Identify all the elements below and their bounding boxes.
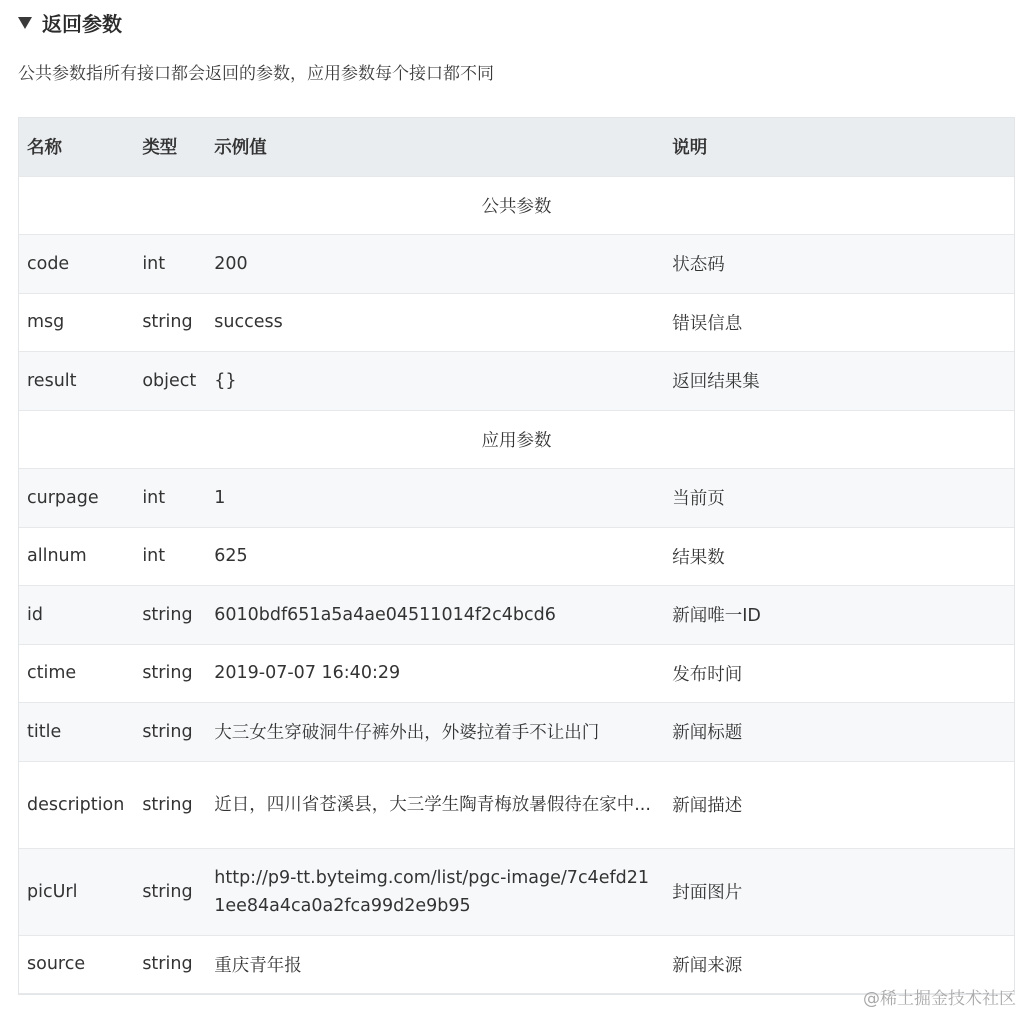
cell-name: curpage [18, 469, 133, 528]
cell-name: allnum [18, 527, 133, 586]
table-row [18, 352, 1015, 411]
cell-description: 当前页 [663, 469, 1015, 528]
group-label-app: 应用参数 [18, 410, 1015, 469]
cell-type: string [133, 761, 205, 848]
table-row [18, 703, 1015, 762]
cell-type: string [133, 586, 205, 645]
cell-type: string [133, 935, 205, 994]
triangle-down-icon [18, 17, 32, 29]
cell-name: picUrl [18, 848, 133, 935]
header-name: 名称 [18, 117, 133, 176]
table-row [18, 644, 1015, 703]
section-description: 公共参数指所有接口都会返回的参数，应用参数每个接口都不同 [18, 64, 494, 84]
cell-example: 大三女生穿破洞牛仔裤外出，外婆拉着手不让出门 [205, 703, 663, 762]
cell-name: id [18, 586, 133, 645]
cell-example: 重庆青年报 [205, 935, 663, 994]
cell-name: msg [18, 293, 133, 352]
cell-type: string [133, 644, 205, 703]
cell-example: 1 [205, 469, 663, 528]
cell-description: 新闻唯一ID [663, 586, 1015, 645]
cell-description: 封面图片 [663, 848, 1015, 935]
header-description: 说明 [663, 117, 1015, 176]
cell-name: source [18, 935, 133, 994]
cell-example: 625 [205, 527, 663, 586]
cell-description: 新闻标题 [663, 703, 1015, 762]
cell-example: success [205, 293, 663, 352]
cell-description: 错误信息 [663, 293, 1015, 352]
group-label-common: 公共参数 [18, 176, 1015, 235]
cell-type: int [133, 469, 205, 528]
table-row [18, 527, 1015, 586]
cell-example [205, 761, 663, 848]
table-header-row [18, 117, 1015, 176]
group-row-common [18, 176, 1015, 235]
cell-example: 200 [205, 235, 663, 294]
cell-description: 新闻描述 [663, 761, 1015, 848]
cell-description: 状态码 [663, 235, 1015, 294]
cell-example-text: 近日，四川省苍溪县，大三学生陶青梅放暑假待在家中... [214, 794, 651, 815]
table-row [18, 761, 1015, 848]
table-row [18, 469, 1015, 528]
cell-description: 结果数 [663, 527, 1015, 586]
cell-description: 返回结果集 [663, 352, 1015, 411]
cell-type: int [133, 235, 205, 294]
header-type: 类型 [133, 117, 205, 176]
cell-name: title [18, 703, 133, 762]
return-params-table [18, 117, 1015, 994]
table-row [18, 235, 1015, 294]
cell-name: code [18, 235, 133, 294]
cell-name: ctime [18, 644, 133, 703]
cell-example-text: http://p9-tt.byteimg.com/list/pgc-image/7c4efd211ee84a4ca0a2fca99d2e9b95 [214, 867, 649, 916]
cell-example [205, 848, 663, 935]
cell-type: int [133, 527, 205, 586]
header-example: 示例值 [205, 117, 663, 176]
cell-type: string [133, 293, 205, 352]
cell-description: 新闻来源 [663, 935, 1015, 994]
cell-example: 2019-07-07 16:40:29 [205, 644, 663, 703]
cell-example: {} [205, 352, 663, 411]
cell-type: string [133, 703, 205, 762]
watermark: @稀土掘金技术社区 [863, 989, 1016, 1009]
return-params-section-toggle[interactable] [18, 6, 122, 38]
cell-name: description [18, 761, 133, 848]
group-row-app [18, 410, 1015, 469]
cell-type: object [133, 352, 205, 411]
table-row [18, 293, 1015, 352]
section-title: 返回参数 [42, 11, 122, 36]
table-row [18, 848, 1015, 935]
table-row [18, 586, 1015, 645]
cell-example: 6010bdf651a5a4ae04511014f2c4bcd6 [205, 586, 663, 645]
cell-description: 发布时间 [663, 644, 1015, 703]
cell-name: result [18, 352, 133, 411]
cell-type: string [133, 848, 205, 935]
